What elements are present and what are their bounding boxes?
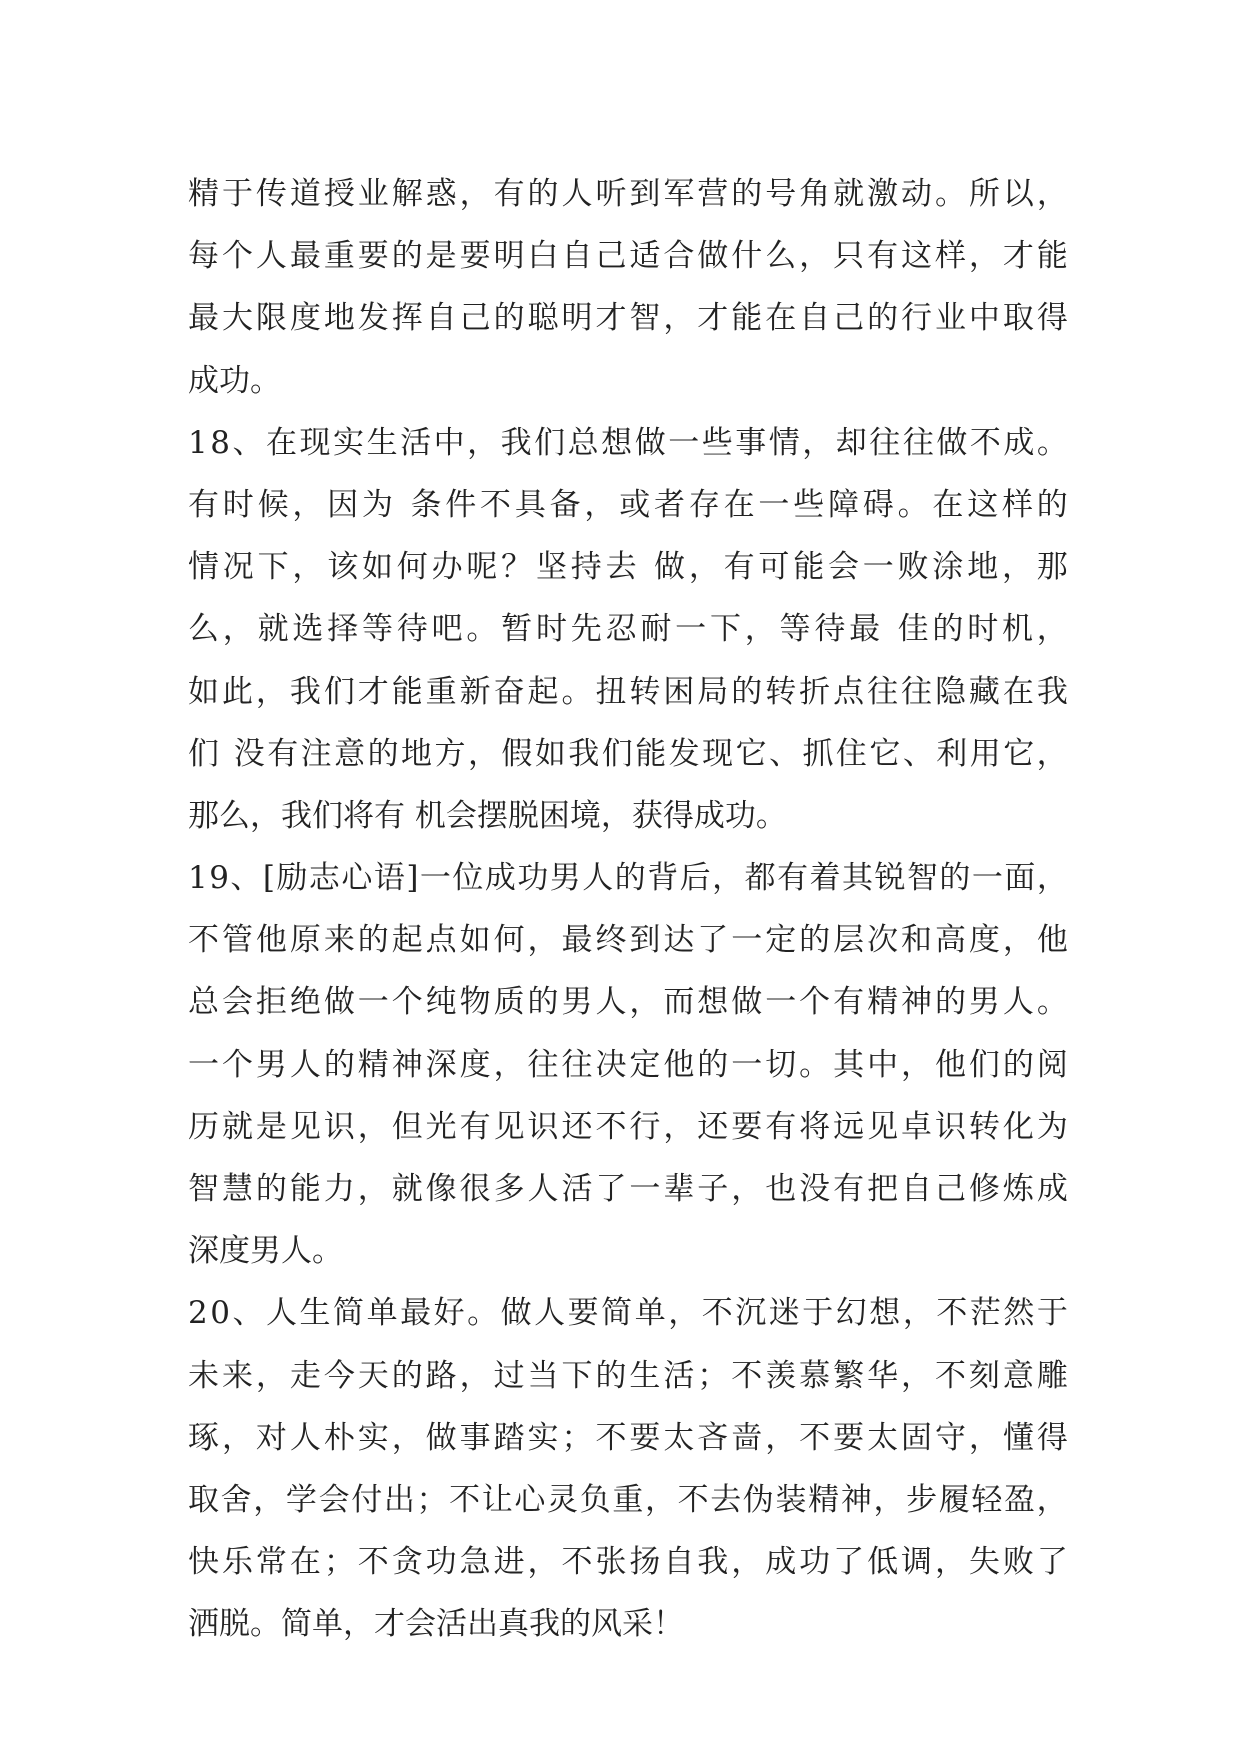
text-line: 精 于 传 道 授 业 解 惑 ， 有 的 人 听 到 军 营 的 号 角 就 激 动 。 所 以 ， <box>188 176 1068 212</box>
text-line: 1 9 、 [ 励 志 心 语 ] 一 位 成 功 男 人 的 背 后 ， 都 有 着 其 锐 智 的 一 面 ， <box>188 860 1068 897</box>
text-line: 深度男人。 <box>188 1233 343 1270</box>
text-line: 情 况 下 ， 该 如 何 办 呢 ？ 坚 持 去 做 ， 有 可 能 会 一 败 涂 地 ， 那 <box>188 549 1068 586</box>
text-line: 琢 ， 对 人 朴 实 ， 做 事 踏 实 ； 不 要 太 吝 啬 ， 不 要 太 固 守 ， 懂 得 <box>188 1419 1068 1456</box>
text-line: 有 时 候 ， 因 为 条 件 不 具 备 ， 或 者 存 在 一 些 障 碍 。 在 这 样 的 <box>188 486 1068 523</box>
text-line: 取 舍 ， 学 会 付 出 ； 不 让 心 灵 负 重 ， 不 去 伪 装 精 神 ， 步 履 轻 盈 ， <box>188 1481 1068 1518</box>
text-line: 每 个 人 最 重 要 的 是 要 明 白 自 己 适 合 做 什 么 ， 只 有 这 样 ， 才 能 <box>188 238 1068 275</box>
text-line: 么 ， 就 选 择 等 待 吧 。 暂 时 先 忍 耐 一 下 ， 等 待 最 佳 的 时 机 ， <box>188 611 1068 648</box>
text-line: 们 没 有 注 意 的 地 方 ， 假 如 我 们 能 发 现 它 、 抓 住 它 、 利 用 它 ， <box>188 735 1068 772</box>
text-line: 快 乐 常 在 ； 不 贪 功 急 进 ， 不 张 扬 自 我 ， 成 功 了 低 调 ， 失 败 了 <box>188 1544 1068 1581</box>
text-line: 1 8 、 在 现 实 生 活 中 ， 我 们 总 想 做 一 些 事 情 ， 却 往 往 做 不 成 。 <box>188 424 1068 461</box>
text-line: 如 此 ， 我 们 才 能 重 新 奋 起 。 扭 转 困 局 的 转 折 点 往 往 隐 藏 在 我 <box>188 673 1068 710</box>
text-line: 一 个 男 人 的 精 神 深 度 ， 往 往 决 定 他 的 一 切 。 其 中 ， 他 们 的 阅 <box>188 1046 1068 1083</box>
text-line: 洒脱。简单，才会活出真我的风采！ <box>188 1606 684 1643</box>
text-line: 未 来 ， 走 今 天 的 路 ， 过 当 下 的 生 活 ； 不 羡 慕 繁 华 ， 不 刻 意 雕 <box>188 1357 1068 1394</box>
text-line: 不 管 他 原 来 的 起 点 如 何 ， 最 终 到 达 了 一 定 的 层 次 和 高 度 ， 他 <box>188 922 1068 959</box>
text-line: 那么，我们将有 机会摆脱困境，获得成功。 <box>188 797 787 834</box>
document-body <box>188 163 1068 1656</box>
text-line: 总 会 拒 绝 做 一 个 纯 物 质 的 男 人 ， 而 想 做 一 个 有 精 神 的 男 人 。 <box>188 984 1068 1021</box>
text-line: 成功。 <box>188 362 281 399</box>
text-line: 历 就 是 见 识 ， 但 光 有 见 识 还 不 行 ， 还 要 有 将 远 见 卓 识 转 化 为 <box>188 1108 1068 1145</box>
text-line: 智 慧 的 能 力 ， 就 像 很 多 人 活 了 一 辈 子 ， 也 没 有 把 自 己 修 炼 成 <box>188 1171 1068 1207</box>
text-line: 2 0 、 人 生 简 单 最 好 。 做 人 要 简 单 ， 不 沉 迷 于 幻 想 ， 不 茫 然 于 <box>188 1295 1068 1332</box>
text-line: 最 大 限 度 地 发 挥 自 己 的 聪 明 才 智 ， 才 能 在 自 己 的 行 业 中 取 得 <box>188 300 1068 337</box>
